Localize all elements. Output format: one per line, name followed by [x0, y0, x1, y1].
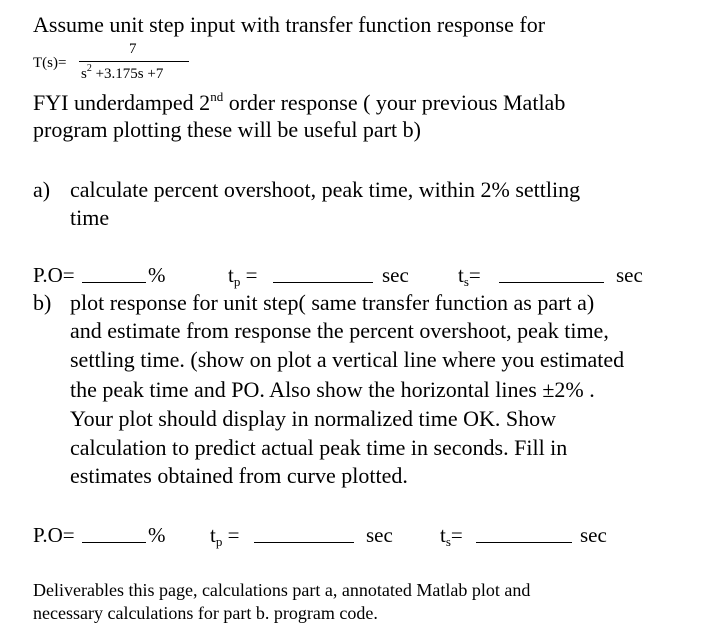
- percent-a: %: [148, 263, 166, 287]
- sec-tp-b: sec: [366, 523, 393, 547]
- part-b-marker: b): [33, 290, 52, 315]
- tf-label: T(s)=: [33, 55, 67, 71]
- part-a-line-2: time: [70, 205, 110, 230]
- part-b-line-4: the peak time and PO. Also show the horizontal lines ±2% .: [70, 377, 595, 402]
- ts-blank-b[interactable]: [476, 524, 572, 543]
- part-b-line-7: estimates obtained from curve plotted.: [70, 463, 408, 488]
- sec-ts-a: sec: [616, 263, 643, 287]
- po-label-a: P.O=: [33, 263, 75, 287]
- ts-label-b: $t_s=$: [440, 523, 463, 549]
- tp-label-b: $t_p$ =: [210, 523, 240, 549]
- part-b-line-6: calculation to predict actual peak time in seconds. Fill in: [70, 435, 568, 460]
- part-b-line-2: and estimate from response the percent overshoot, peak time,: [70, 318, 609, 343]
- part-b-line-3: settling time. (show on plot a vertical line where you estimated: [70, 347, 625, 372]
- percent-b: %: [148, 523, 166, 547]
- part-b-line-5: Your plot should display in normalized time OK. Show: [70, 406, 557, 431]
- po-label-b: P.O=: [33, 523, 75, 547]
- ts-blank-a[interactable]: [499, 264, 604, 283]
- tp-label-a: $t_p$ =: [228, 263, 258, 289]
- fyi-line-1: FYI underdamped 2nd order response ( your previous Matlab: [33, 89, 566, 115]
- po-blank-b[interactable]: [82, 524, 146, 543]
- po-blank-a[interactable]: [82, 264, 146, 283]
- fyi-line-2: program plotting these will be useful part b): [33, 117, 421, 142]
- sec-tp-a: sec: [382, 263, 409, 287]
- ts-label-a: $t_s=$: [458, 263, 481, 289]
- part-b-line-1: plot response for unit step( same transfer function as part a): [70, 290, 595, 315]
- tp-blank-b[interactable]: [254, 524, 354, 543]
- fraction-bar: [79, 61, 189, 62]
- tf-numerator: 7: [129, 41, 137, 57]
- deliverables-line-2: necessary calculations for part b. program code.: [33, 603, 378, 623]
- deliverables-line-1: Deliverables this page, calculations part a, annotated Matlab plot and: [33, 580, 531, 600]
- tp-blank-a[interactable]: [273, 264, 373, 283]
- part-a-marker: a): [33, 177, 51, 202]
- intro-line-1: Assume unit step input with transfer function response for: [33, 12, 546, 37]
- sec-ts-b: sec: [580, 523, 607, 547]
- part-a-line-1: calculate percent overshoot, peak time, within 2% settling: [70, 177, 581, 202]
- tf-denominator: $s^2 +3.175s +7$: [81, 63, 164, 82]
